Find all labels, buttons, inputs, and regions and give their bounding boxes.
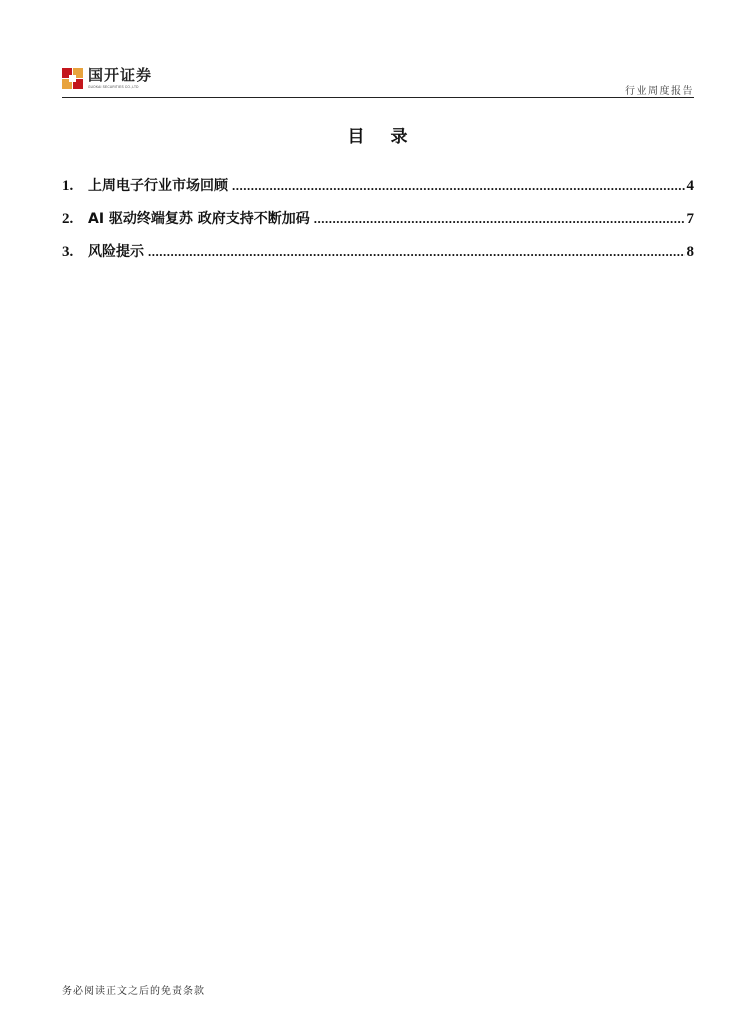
toc-entry-number: 2. bbox=[62, 211, 74, 227]
toc-entry-page[interactable]: 4 bbox=[686, 178, 694, 194]
company-logo bbox=[62, 66, 152, 89]
logo-subtitle: GUOKAI SECURITIES CO.,LTD bbox=[88, 85, 139, 89]
toc-entry-2[interactable] bbox=[62, 208, 694, 241]
toc-entry-label[interactable]: AI 驱动终端复苏 政府支持不断加码 bbox=[88, 211, 310, 227]
toc-entry-1[interactable] bbox=[62, 175, 694, 208]
report-type-label: 行业周度报告 bbox=[625, 86, 694, 97]
toc-dot-leader bbox=[232, 178, 685, 194]
header-divider bbox=[62, 97, 694, 98]
toc-entry-label[interactable]: 上周电子行业市场回顾 bbox=[88, 178, 228, 194]
page-header bbox=[62, 66, 694, 98]
table-of-contents bbox=[62, 175, 694, 274]
toc-entry-number: 1. bbox=[62, 178, 74, 194]
logo-mark-icon bbox=[62, 68, 83, 89]
toc-entry-label[interactable]: 风险提示 bbox=[88, 244, 144, 260]
toc-entry-3[interactable] bbox=[62, 241, 694, 274]
toc-entry-page[interactable]: 8 bbox=[686, 244, 694, 260]
logo-text bbox=[88, 66, 152, 89]
toc-dot-leader bbox=[148, 244, 685, 260]
toc-dot-leader bbox=[314, 211, 685, 227]
disclaimer-note: 务必阅读正文之后的免责条款 bbox=[62, 986, 205, 997]
toc-entry-number: 3. bbox=[62, 244, 74, 260]
logo-name: 国开证券 bbox=[88, 66, 153, 84]
toc-entry-page[interactable]: 7 bbox=[686, 211, 694, 227]
toc-title: 目 录 bbox=[347, 127, 418, 147]
